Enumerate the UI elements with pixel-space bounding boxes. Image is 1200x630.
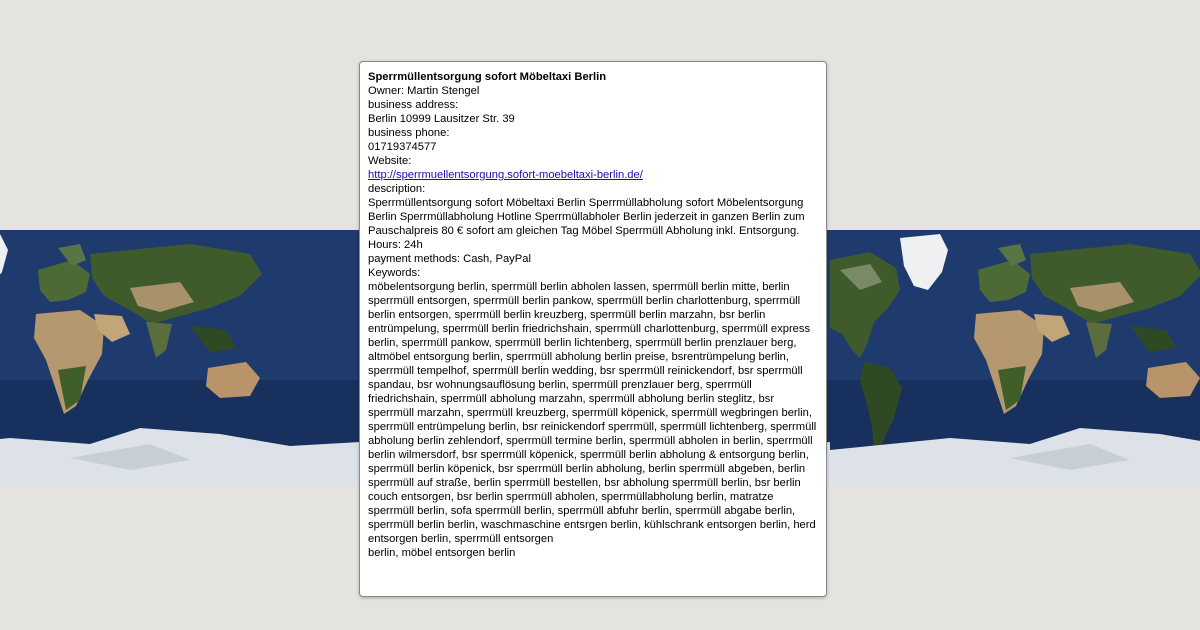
description-label: description: [368, 183, 426, 195]
payment-methods-text: payment methods: Cash, PayPal [368, 253, 531, 265]
hours-text: Hours: 24h [368, 239, 423, 251]
keywords-text: möbelentsorgung berlin, sperrmüll berlin abholen lassen, sperrmüll berlin mitte, berlin sperrmüll entsorgen, sperrmüll berlin pankow, sperrmüll berlin charlottenburg, sperrmüll berlin entsorgen, sperrmüll berlin kreuzberg, sperrmüll berlin marzahn, bsr berlin entrümpelung, sperrmüll berlin friedrichshain, sperrmüll charlottenburg, sperrmüll express berlin, sperrmüll pankow, sperrmüll berlin lichtenberg, sperrmüll berlin prenzlauer berg, altmöbel entsorgung berlin, sperrmüll abholung berlin preise, bsrentrümpelung berlin, sperrmüll tempelhof, sperrmüll berlin wedding, bsr sperrmüll reinickendorf, bsr sperrmüll spandau, bsr wohnungsauflösung berlin, sperrmüll prenzlauer berg, sperrmüll friedrichshain, sperrmüll abholung marzahn, sperrmüll abholung berlin steglitz, bsr sperrmüll marzahn, sperrmüll kreuzberg, sperrmüll köpenick, sperrmüll wegbringen berlin, sperrmüll entrümpelung berlin, bsr reinickendorf sperrmüll, sperrmüll lichtenberg, sperrmüll abholung berlin zehlendorf, sperrmüll termine berlin, sperrmüll abholen in berlin, sperrmüll berlin wilmersdorf, bsr sperrmüll köpenick, sperrmüll berlin abholung & entsorgung berlin, sperrmüll berlin köpenick, bsr sperrmüll berlin abholung, berlin sperrmüll abgeben, berlin sperrmüll auf straße, berlin sperrmüll bestellen, bsr abholung sperrmüll berlin, bsr berlin couch entsorgen, bsr berlin sperrmüll abholen, sperrmüllabholung berlin, matratze sperrmüll berlin, sofa sperrmüll berlin, sperrmüll abfuhr berlin, sperrmüll abgabe berlin, sperrmüll berlin berlin, waschmaschine entsrgen berlin, kühlschrank entsorgen berlin, herd entsorgen berlin, sperrmüll entsorgen [368, 281, 817, 545]
business-info-window [359, 61, 827, 597]
website-label: Website: [368, 155, 412, 167]
business-title: Sperrmüllentsorgung sofort Möbeltaxi Berlin [368, 71, 607, 83]
address-value: Berlin 10999 Lausitzer Str. 39 [368, 113, 515, 125]
keywords-label: Keywords: [368, 267, 421, 279]
keywords-text-end: berlin, möbel entsorgen berlin [368, 547, 516, 559]
website-link[interactable]: http://sperrmuellentsorgung.sofort-moebeltaxi-berlin.de/ [368, 169, 643, 181]
description-text: Sperrmüllentsorgung sofort Möbeltaxi Berlin Sperrmüllabholung sofort Möbelentsorgung Berlin Sperrmüllabholung Hotline Sperrmüllabholer Berlin jederzeit in ganzen Berlin zum Pauschalpreis 80 € sofort am gleichen Tag Möbel Sperrmüll Abholung inkl. Entsorgung. [368, 197, 805, 237]
phone-label: business phone: [368, 127, 450, 139]
owner-text: Owner: Martin Stengel [368, 85, 480, 97]
address-label: business address: [368, 99, 459, 111]
phone-value: 01719374577 [368, 141, 437, 153]
